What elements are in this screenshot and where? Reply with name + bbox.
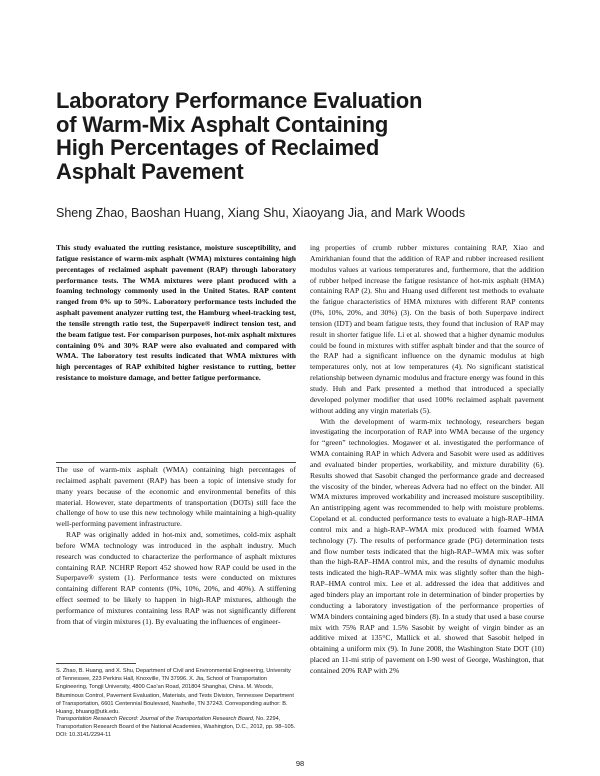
abstract [56, 243, 296, 384]
author-affiliations: S. Zhao, B. Huang, and X. Shu, Department of Civil and Environmental Engineering, University of Tennessee, 223 Perkins Hall, Knoxville, TN 37996. X. Jia, School of Transportation Engineering, Tongji University, 4800 Cao'an Road, 201804 Shanghai, China. M. Woods, Bituminous Control, Pavement Evaluation, Materials, and Tests Division, Tennessee Department of Transportation, 6601 Centennial Boulevard, Nashville, TN 37243. Corresponding author: B. Huang, bhuang@utk.edu. [56, 668, 294, 716]
paragraph: With the development of warm-mix technology, researchers began investigating the incorporation of RAP into WMA because of the urgency for “green” technologies. Mogawer et al. investigated the performance of WMA containing RAP in which Advera and Sasobit were used as additives and evaluated binder properties, workability, and mixture durability (6). Results showed that Sasobit changed the performance grade and decreased the viscosity of the binder, whereas Advera had no effect on the binder. All WMA mixtures improved workability and increased moisture susceptibility. An antistripping agent was recommended to help with moisture problems. Copeland et al. conducted performance tests to evaluate a high-RAP–HMA control mix and a high-RAP–WMA mix produced with foamed WMA technology (7). The results of performance grade (PG) determination tests and flow number tests indicated that the high-RAP–WMA mix was softer than the high-RAP–HMA control mix, and the results of dynamic modulus tests indicated the high-RAP–WMA mix was slightly softer than the high-RAP–HMA control mix. Lee et al. addressed the idea that additives and aged binders play an important role in determination of binder properties by conducting a laboratory investigation of the performance properties of WMA binders containing aged binders (8). In a study that used a base course mix with 75% RAP and 1.5% Sasobit by weight of virgin binder as an additive mixed at 135°C, Mallick et al. showed that Sasobit helped in obtaining a uniform mix (9). In June 2008, the Washington State DOT (10) placed an 11-mi strip of pavement on I-90 west of George, Washington, that contained 20% RAP with 2% [310, 416, 544, 675]
citation-details: No. 2294, Transportation Research Board of the National Academies, Washington, D.C., 2012, pp. 98–105. [56, 716, 296, 731]
doi: DOI: 10.3141/2294-11 [56, 732, 111, 739]
title-line: Laboratory Performance Evaluation [56, 88, 423, 113]
right-column-body [310, 243, 544, 677]
paper-title [56, 89, 496, 183]
citation-journal: Transportation Research Record: Journal of the Transportation Research Board, [56, 716, 255, 722]
footnote-divider [56, 663, 136, 664]
paragraph: RAP was originally added in hot-mix and, sometimes, cold-mix asphalt before WMA technology was introduced in the asphalt industry. Much research was conducted to characterize the performance of asphalt mixtures containing RAP. NCHRP Report 452 showed how RAP could be used in the Superpave® system (1). Performance tests were conducted on mixtures containing different RAP contents (0%, 10%, 20%, and 40%). A stiffening effect seemed to be likely to happen in high-RAP mixtures, although the performance of mixtures containing less RAP was not significantly different from that of virgin mixtures (1). By evaluating the influences of engineer- [56, 530, 296, 626]
abstract-text: This study evaluated the rutting resistance, moisture susceptibility, and fatigue resistance of warm-mix asphalt (WMA) mixtures containing high percentages of reclaimed asphalt pavement (RAP) through laboratory performance tests. The WMA mixtures were plant produced with a foaming technology commonly used in the United States. RAP content ranged from 0% up to 50%. Laboratory performance tests included the asphalt pavement analyzer rutting test, the Hamburg wheel-tracking test, the tensile strength ratio test, the Superpave® indirect tension test, and the beam fatigue test. For comparison purposes, hot-mix asphalt mixtures containing 0% and 30% RAP were also evaluated and compared with WMA. The laboratory test results indicated that WMA mixtures with high percentages of RAP exhibited higher resistance to rutting, better resistance to moisture damage, and better fatigue performance. [56, 243, 296, 383]
title-line: High Percentages of Reclaimed [56, 135, 380, 160]
paragraph: The use of warm-mix asphalt (WMA) containing high percentages of reclaimed asphalt pavement (RAP) has been a topic of intensive study for many years because of the economic and environmental benefits of this material. However, state departments of transportation (DOTs) still face the challenge of how to use this new technology while maintaining a high-quality well-performing pavement infrastructure. [56, 465, 296, 529]
title-line: of Warm-Mix Asphalt Containing [56, 111, 389, 137]
left-column-body [56, 465, 296, 628]
citation-block [56, 715, 296, 740]
title-line: Asphalt Pavement [56, 158, 244, 184]
author-list: Sheng Zhao, Baoshan Huang, Xiang Shu, Xiaoyang Jia, and Mark Woods [56, 206, 466, 220]
page-number: 98 [295, 759, 305, 768]
abstract-divider [56, 462, 296, 463]
paragraph: ing properties of crumb rubber mixtures containing RAP, Xiao and Amirkhanian found that the addition of RAP and rubber increased resilient modulus values at various temperatures and, furthermore, that the addition of rubber helped increase the fatigue resistance of hot-mix asphalt (HMA) containing RAP (2). Shu and Huang used different test methods to evaluate the fatigue characteristics of HMA mixtures with different RAP contents (0%, 10%, 20%, and 30%) (3). On the basis of both Superpave indirect tension (IDT) and beam fatigue tests, they found that inclusion of RAP may result in shorter fatigue life. Li et al. showed that a higher dynamic modulus could be found in mixtures with stiffer asphalt binder and that the source of the RAP had a significant influence on the dynamic modulus at high temperatures only, not at low temperatures (4). No significant statistical relationship between dynamic modulus and fracture energy was found in this study. Huh and Park presented a method that introduced a specially developed polymer modifier that used 100% reclaimed asphalt pavement without adding any virgin materials (5). [310, 243, 544, 415]
